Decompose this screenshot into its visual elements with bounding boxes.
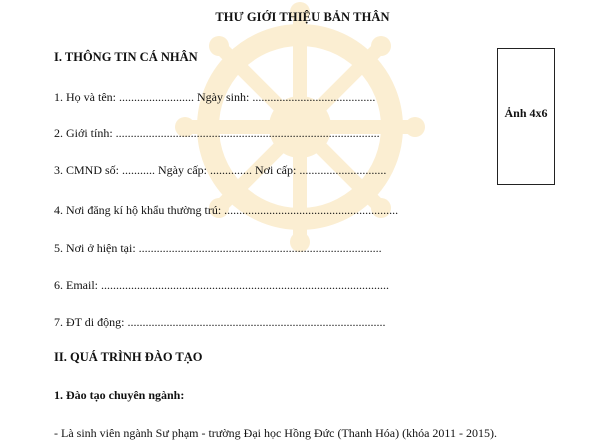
field-gender: 2. Giới tính: ........................................................................................: [54, 126, 380, 140]
document-title: THƯ GIỚI THIỆU BẢN THÂN: [215, 10, 390, 24]
field-permanent-address: 4. Nơi đăng kí hộ khẩu thường trú: ..........................................................: [54, 203, 399, 217]
education-specialization-subheading: 1. Đào tạo chuyên ngành:: [54, 388, 185, 402]
field-name-dob: 1. Họ và tên: ......................... Ngày sinh: .........................................: [54, 90, 376, 104]
education-detail-line: - Là sinh viên ngành Sư phạm - trường Đại học Hồng Đức (Thanh Hóa) (khóa 2011 - 2015).: [54, 426, 497, 440]
field-mobile-phone: 7. ĐT di động: ......................................................................................: [54, 315, 386, 329]
photo-label: Ảnh 4x6: [504, 106, 548, 120]
section-personal-info-heading: I. THÔNG TIN CÁ NHÂN: [54, 50, 198, 64]
field-id-card: 3. CMND số: ........... Ngày cấp: .............. Nơi cấp: .............................: [54, 163, 387, 177]
field-email: 6. Email: ................................................................................................: [54, 278, 389, 292]
section-education-heading: II. QUÁ TRÌNH ĐÀO TẠO: [54, 350, 203, 364]
field-current-address: 5. Nơi ở hiện tại: .................................................................................: [54, 241, 382, 255]
photo-placeholder-box: [497, 48, 555, 185]
